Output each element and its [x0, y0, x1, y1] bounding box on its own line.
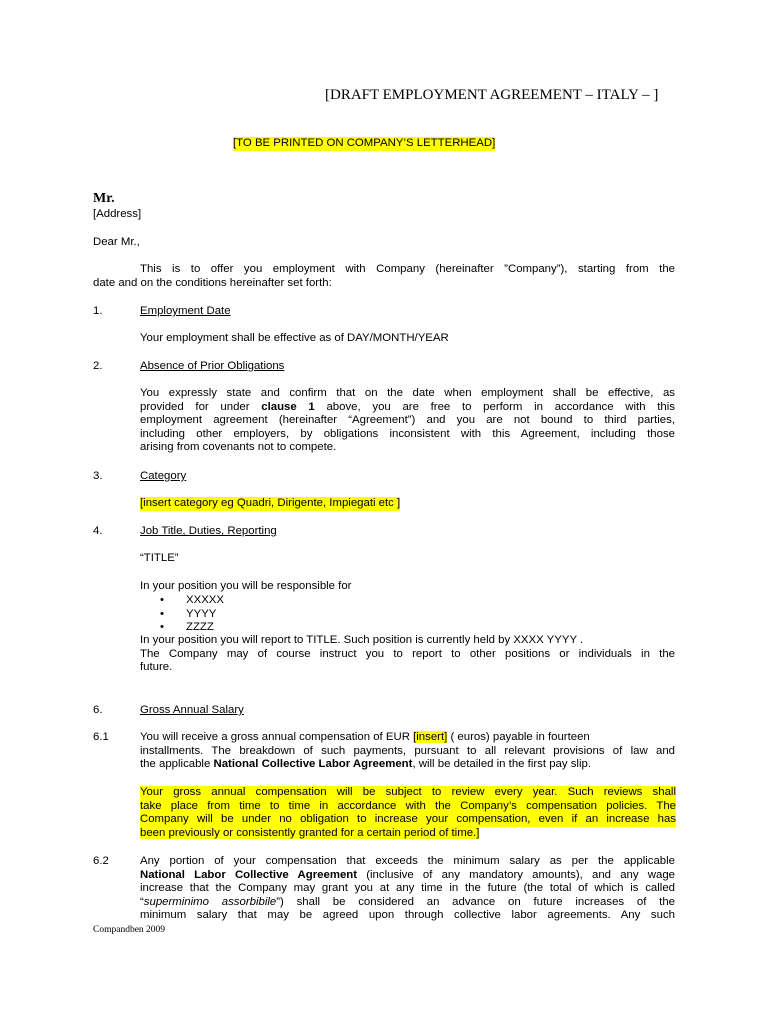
list-item: • XXXXX: [160, 594, 224, 606]
section-2-title: Absence of Prior Obligations: [140, 360, 285, 372]
highlighted-line: Company will be under no obligation to increase your compensation, even if an increase has: [140, 813, 676, 826]
body-line: “superminimo assorbibile”) shall be considered an advance on future increases of the: [140, 895, 675, 908]
body-line: arising from covenants not to compete.: [140, 441, 337, 454]
reporting-paragraph: [140, 634, 675, 675]
highlighted-line: take place from time to time in accordance with the Company’s compensation policies. The: [140, 799, 676, 812]
list-item: • ZZZZ: [160, 621, 214, 634]
section-4-title: Job Title, Duties, Reporting: [140, 525, 277, 537]
bullet-icon: •: [160, 621, 164, 634]
clause-6-2-body: [140, 855, 675, 923]
section-2-body: [140, 387, 675, 455]
letterhead-note: [TO BE PRINTED ON COMPANY’S LETTERHEAD]: [233, 137, 496, 149]
document-title: [DRAFT EMPLOYMENT AGREEMENT – ITALY – ]: [325, 87, 659, 103]
bullet-icon: •: [160, 607, 164, 620]
list-item: • YYYY: [160, 607, 217, 620]
body-line: the applicable National Collective Labor Agreement, will be detailed in the first pay slip.: [140, 758, 591, 771]
clause-6-2-number: 6.2: [93, 855, 109, 867]
body-line: National Labor Collective Agreement (inclusive of any mandatory amounts), and any wage: [140, 868, 675, 881]
responsibilities-intro: In your position you will be responsible for: [140, 580, 352, 592]
salutation: Dear Mr.,: [93, 236, 140, 248]
body-line: employment agreement (hereinafter “Agreement”) and you are not bound to third parties,: [140, 414, 675, 427]
body-line: You will receive a gross annual compensation of EUR [insert] ( euros) payable in fourteen: [140, 731, 590, 743]
clause-6-1-number: 6.1: [93, 731, 109, 743]
body-line: Any portion of your compensation that exceeds the minimum salary as per the applicable: [140, 855, 675, 867]
body-line: including other employers, by obligations inconsistent with this Agreement, including those: [140, 427, 675, 440]
clause-reference: clause 1: [261, 400, 315, 413]
section-6-number: 6.: [93, 704, 103, 716]
intro-paragraph: [93, 263, 675, 290]
addressee-name: Mr.: [93, 191, 115, 206]
responsibilities-list: [160, 594, 224, 635]
body-line: increase that the Company may grant you at any time in the future (the total of which is called: [140, 882, 675, 895]
section-4-number: 4.: [93, 525, 103, 537]
section-1-title: Employment Date: [140, 305, 231, 317]
body-line: In your position you will report to TITLE. Such position is currently held by XXXX YYYY .: [140, 634, 584, 646]
insert-placeholder: [insert]: [413, 731, 448, 743]
section-6-title: Gross Annual Salary: [140, 704, 244, 716]
bullet-icon: •: [160, 594, 164, 606]
body-line: future.: [140, 661, 173, 674]
section-1-number: 1.: [93, 305, 103, 317]
body-line: You expressly state and confirm that on the date when employment shall be effective, as: [140, 387, 675, 399]
body-line: installments. The breakdown of such payments, pursuant to all relevant provisions of law and: [140, 744, 675, 757]
page-footer: Compandben 2009: [93, 925, 166, 935]
section-3-number: 3.: [93, 470, 103, 482]
body-line: The Company may of course instruct you to report to other positions or individuals in the: [140, 647, 675, 660]
clause-6-1-body: [140, 731, 675, 772]
highlighted-line: Your gross annual compensation will be subject to review every year. Such reviews shall: [140, 786, 676, 798]
salary-review-paragraph: [140, 786, 676, 840]
highlighted-line: been previously or consistently granted for a certain period of time.]: [140, 826, 480, 839]
section-3-title: Category: [140, 470, 187, 482]
section-2-number: 2.: [93, 360, 103, 372]
body-line: minimum salary that may be agreed upon through collective labor agreements. Any such: [140, 909, 675, 922]
addressee-address: [Address]: [93, 208, 142, 220]
body-line: provided for under clause 1 above, you are free to perform in accordance with this: [140, 400, 675, 413]
section-3-body: [insert category eg Quadri, Dirigente, Impiegati etc ]: [140, 497, 401, 509]
intro-line: date and on the conditions hereinafter set forth:: [93, 276, 332, 289]
job-title: “TITLE”: [140, 552, 179, 564]
intro-line: This is to offer you employment with Company (hereinafter ”Company”), starting from the: [140, 263, 675, 275]
section-1-body: Your employment shall be effective as of DAY/MONTH/YEAR: [140, 332, 449, 344]
